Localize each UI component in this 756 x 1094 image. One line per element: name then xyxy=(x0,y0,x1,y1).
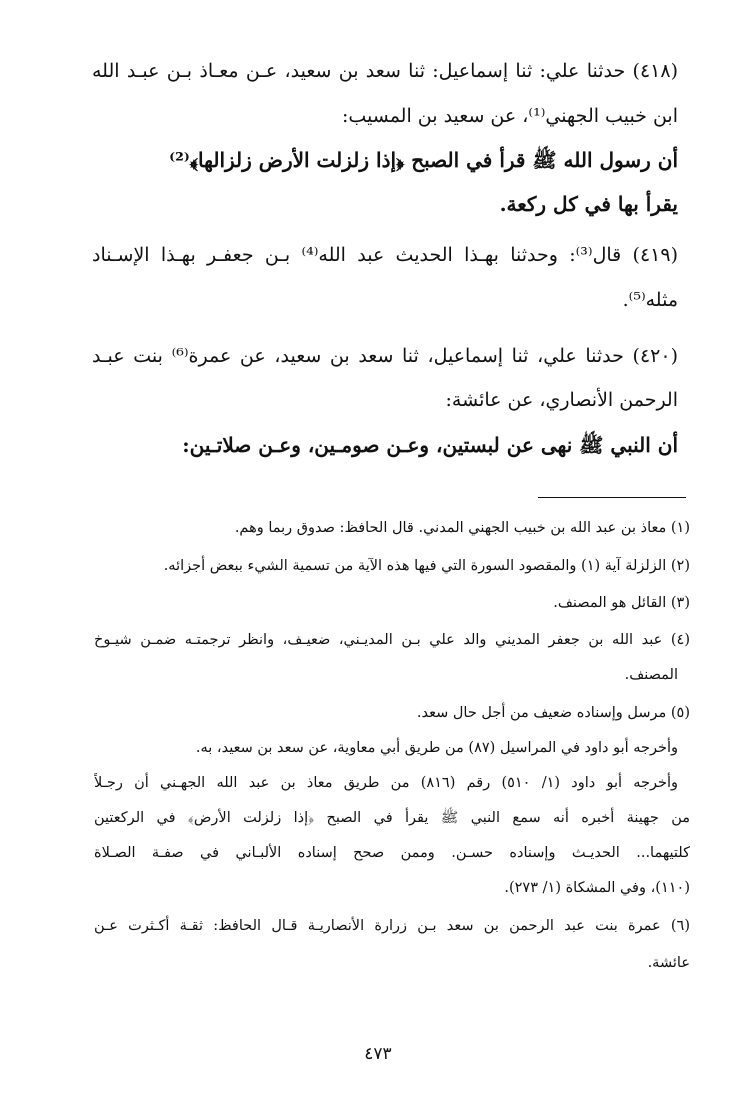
footnote-2: (٢) الزلزلة آية (١) والمقصود السورة التي فيها هذه الآية من تسمية الشيء ببعض أجزائه. xyxy=(163,558,690,574)
footnote-5-line-2: وأخرجه أبو داود في المراسيل (٨٧) من طريق أبي معاوية، عن سعد بن سعيد، به. xyxy=(195,740,678,756)
hadith-419-line-1: (٤١٩) قال⁽³⁾: وحدثنا بهـذا الحديث عبد الله⁽⁴⁾ بـن جعفـر بهـذا الإسـناد xyxy=(92,244,678,266)
footnote-separator xyxy=(538,497,686,498)
hadith-420-matn: أن النبي ﷺ نهى عن لبستين، وعـن صومـين، وعـن صلاتـين: xyxy=(182,433,678,457)
footnote-6-line-2: عائشة. xyxy=(647,955,690,971)
page-number: ٤٧٣ xyxy=(364,1044,392,1064)
hadith-418-matn-line-2: يقرأ بها في كل ركعة. xyxy=(499,192,678,216)
footnote-5-line-1: (٥) مرسل وإسناده ضعيف من أجل حال سعد. xyxy=(416,705,690,721)
footnote-5-line-3: وأخرجه أبو داود (١/ ٥١٠) رقم (٨١٦) من طريق معاذ بن عبد الله الجهـني أن رجـلاً xyxy=(94,775,678,791)
footnote-4-line-1: (٤) عبد الله بن جعفر المديني والد علي بـن المديـني، ضعيـف، وانظر ترجمتـه ضمـن شيـوخ xyxy=(94,632,690,648)
hadith-418-line-1: (٤١٨) حدثنا علي: ثنا إسماعيل: ثنا سعد بن سعيد، عـن معـاذ بـن عبـد الله xyxy=(92,60,678,82)
footnote-5-line-4: من جهينة أخبره أنه سمع النبي ﷺ يقرأ في الصبح ﴿إذا زلزلت الأرض﴾ في الركعتين xyxy=(94,810,690,826)
hadith-418-line-2: ابن خبيب الجهني⁽¹⁾، عن سعيد بن المسيب: xyxy=(341,105,678,127)
footnote-4-line-2: المصنف. xyxy=(624,667,678,683)
footnote-5-line-6: (١١٠)، وفي المشكاة (١/ ٢٧٣). xyxy=(504,880,690,896)
footnote-5-line-5: كلتيهما... الحديـث وإسناده حسـن. وممن صحح إسناده الألبـاني في صفـة الصـلاة xyxy=(94,845,690,861)
hadith-419-line-2: مثله⁽⁵⁾. xyxy=(622,289,678,311)
hadith-420-line-1: (٤٢٠) حدثنا علي، ثنا إسماعيل، ثنا سعد بن سعيد، عن عمرة⁽⁶⁾ بنت عبـد xyxy=(92,345,678,367)
hadith-418-matn-line-1: أن رسول الله ﷺ قرأ في الصبح ﴿إذا زلزلت الأرض زلزالها﴾⁽²⁾ xyxy=(169,148,678,172)
footnote-3: (٣) القائل هو المصنف. xyxy=(553,595,690,611)
hadith-420-line-2: الرحمن الأنصاري، عن عائشة: xyxy=(445,389,678,411)
footnote-1: (١) معاذ بن عبد الله بن خبيب الجهني المدني. قال الحافظ: صدوق ربما وهم. xyxy=(234,520,690,536)
footnote-6-line-1: (٦) عمرة بنت عبد الرحمن بن سعد بـن زرارة الأنصاريـة قـال الحافظ: ثقـة أكـثرت عـن xyxy=(94,918,690,934)
